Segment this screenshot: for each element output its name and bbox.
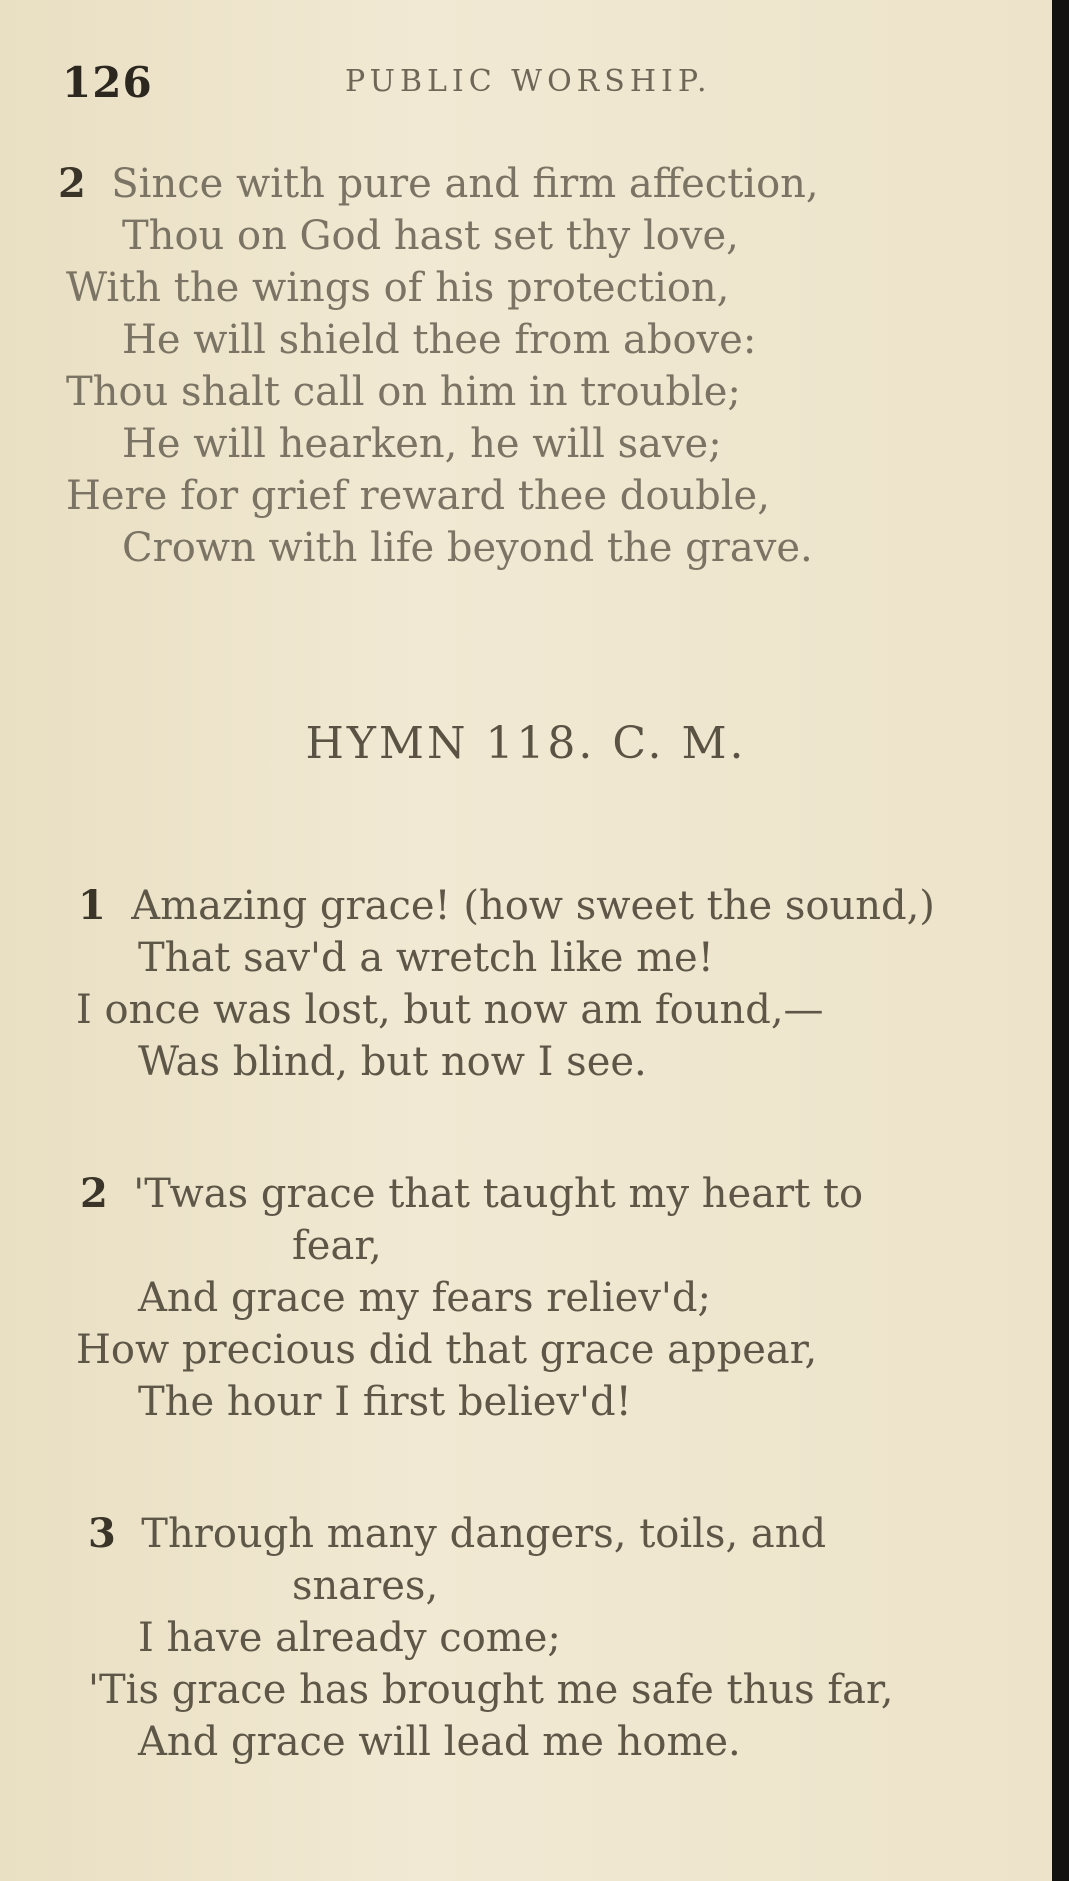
verse-line: And grace will lead me home. [138, 1719, 741, 1765]
previous-hymn-stanza-2 [0, 158, 1052, 574]
verse-line: I once was lost, but now am found,— [76, 987, 824, 1033]
verse-line: snares, [292, 1563, 439, 1609]
stanza-number: 2 [58, 160, 86, 207]
verse-line: 1 Amazing grace! (how sweet the sound,) [78, 882, 935, 929]
verse-line: He will hearken, he will save; [122, 421, 722, 467]
verse-line: 2 Since with pure and firm affection, [58, 160, 819, 207]
verse-line: 'Tis grace has brought me safe thus far, [88, 1667, 894, 1713]
hymn-title: HYMN 118. C. M. [305, 718, 747, 769]
verse-line: Here for grief reward thee double, [66, 473, 770, 519]
hymn-stanza-2 [0, 1168, 1052, 1428]
verse-line: Thou on God hast set thy love, [122, 213, 739, 259]
verse-line: The hour I first believ'd! [138, 1379, 632, 1425]
verse-line: 2 'Twas grace that taught my heart to [80, 1170, 864, 1217]
verse-line: He will shield thee from above: [122, 317, 757, 363]
hymn-stanza-3 [0, 1508, 1052, 1768]
stanza-number: 3 [88, 1510, 116, 1557]
verse-line: And grace my fears reliev'd; [138, 1275, 711, 1321]
verse-line: Was blind, but now I see. [138, 1039, 647, 1085]
verse-line: I have already come; [138, 1615, 561, 1661]
stanza-number: 2 [80, 1170, 108, 1217]
running-title: PUBLIC WORSHIP. [345, 64, 712, 99]
book-spine-shadow [1052, 0, 1069, 1881]
verse-line: fear, [292, 1223, 382, 1269]
verse-line: Crown with life beyond the grave. [122, 525, 813, 571]
hymn-stanza-1 [0, 880, 1052, 1088]
page-header [0, 58, 1052, 108]
verse-line: That sav'd a wretch like me! [138, 935, 714, 981]
verse-line: How precious did that grace appear, [76, 1327, 818, 1373]
stanza-number: 1 [78, 882, 106, 929]
verse-line: With the wings of his protection, [66, 265, 730, 311]
verse-line: 3 Through many dangers, toils, and [88, 1510, 827, 1557]
page-number: 126 [62, 58, 153, 107]
verse-line: Thou shalt call on him in trouble; [66, 369, 741, 415]
